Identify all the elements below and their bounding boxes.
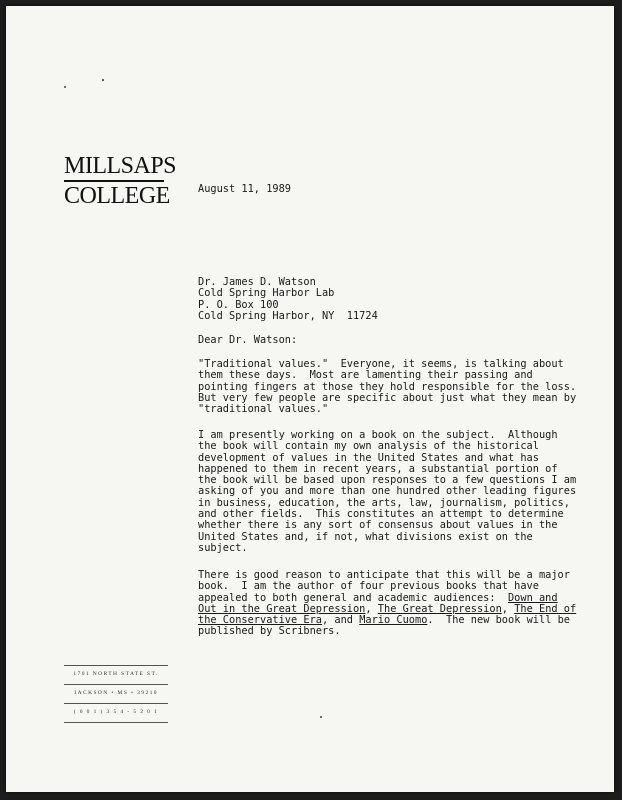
book-title-end-of-conservative-era: The End of (514, 602, 577, 615)
paragraph-line: There is good reason to anticipate that this will be a major (198, 569, 570, 581)
paragraph-line: and other fields. This constitutes an attempt to determine (198, 508, 564, 521)
paragraph-line: them these days. Most are lamenting their passing and (198, 369, 533, 382)
address-city: JACKSON • MS • 39210 (64, 684, 168, 703)
paragraph-line: happened to them in recent years, a substantial portion of (198, 462, 558, 475)
paragraph-text: appealed to both general and academic audiences: (198, 591, 508, 604)
paragraph-2 (198, 430, 576, 554)
book-title-end-of-conservative-era: the Conservative Era (198, 614, 322, 627)
paragraph-1 (198, 359, 576, 415)
paragraph-text: , and (322, 614, 360, 627)
paragraph-line: subject. (198, 541, 248, 554)
paragraph-line: in business, education, the arts, law, journalism, politics, (198, 496, 570, 509)
paragraph-line: published by Scribners. (198, 625, 341, 638)
logo-line-millsaps: MILLSAPS (64, 154, 164, 182)
address-phone: ( 6 0 1 ) 3 5 4 - 5 2 0 1 (64, 703, 168, 723)
paragraph-line: the book will contain my own analysis of the historical (198, 440, 539, 453)
book-title-down-and-out: Down and (507, 591, 558, 604)
paper-speck (102, 79, 104, 81)
paragraph-line: asking of you and more than one hundred other leading figures (198, 485, 577, 498)
college-logo (64, 153, 177, 209)
paragraph-3 (198, 570, 576, 638)
letter-page (6, 6, 614, 792)
inside-address-line: Cold Spring Harbor Lab (198, 287, 335, 300)
inside-address-line: Dr. James D. Watson (198, 276, 316, 288)
paragraph-line: development of values in the United States and what has (198, 451, 539, 464)
book-title-great-depression: The Great Depression (377, 602, 502, 615)
paragraph-line: "Traditional values." Everyone, it seems, is talking about (198, 358, 564, 370)
paragraph-line: pointing fingers at those they hold responsible for the loss. (198, 380, 577, 393)
logo-line-college: COLLEGE (64, 183, 170, 209)
paragraph-line: But very few people are specific about just what they mean by (198, 391, 577, 404)
inside-address-line: Cold Spring Harbor, NY 11724 (198, 309, 378, 322)
inside-address-line: P. O. Box 100 (198, 298, 279, 311)
paper-speck (320, 716, 322, 718)
paragraph-line: the book will be based upon responses to a few questions I am (198, 474, 577, 487)
letter-date: August 11, 1989 (198, 183, 291, 195)
paragraph-line: United States and, if not, what divisions exist on the (198, 530, 533, 543)
letterhead-address (64, 665, 168, 723)
paragraph-text: , (365, 602, 378, 615)
address-street: 1701 NORTH STATE ST. (64, 665, 168, 684)
salutation: Dear Dr. Watson: (198, 334, 298, 346)
book-title-mario-cuomo: Mario Cuomo (359, 614, 428, 627)
paragraph-line: I am presently working on a book on the subject. Although (198, 429, 558, 441)
paragraph-text: . The new book will be (427, 614, 570, 627)
paper-speck (64, 86, 66, 88)
paragraph-line: book. I am the author of four previous books that have (198, 580, 539, 593)
book-title-down-and-out: Out in the Great Depression (198, 602, 366, 615)
paragraph-line: "traditional values." (198, 403, 329, 416)
paragraph-text: , (501, 602, 515, 615)
inside-address (198, 277, 378, 322)
paragraph-line: whether there is any sort of consensus about values in the (198, 519, 558, 532)
